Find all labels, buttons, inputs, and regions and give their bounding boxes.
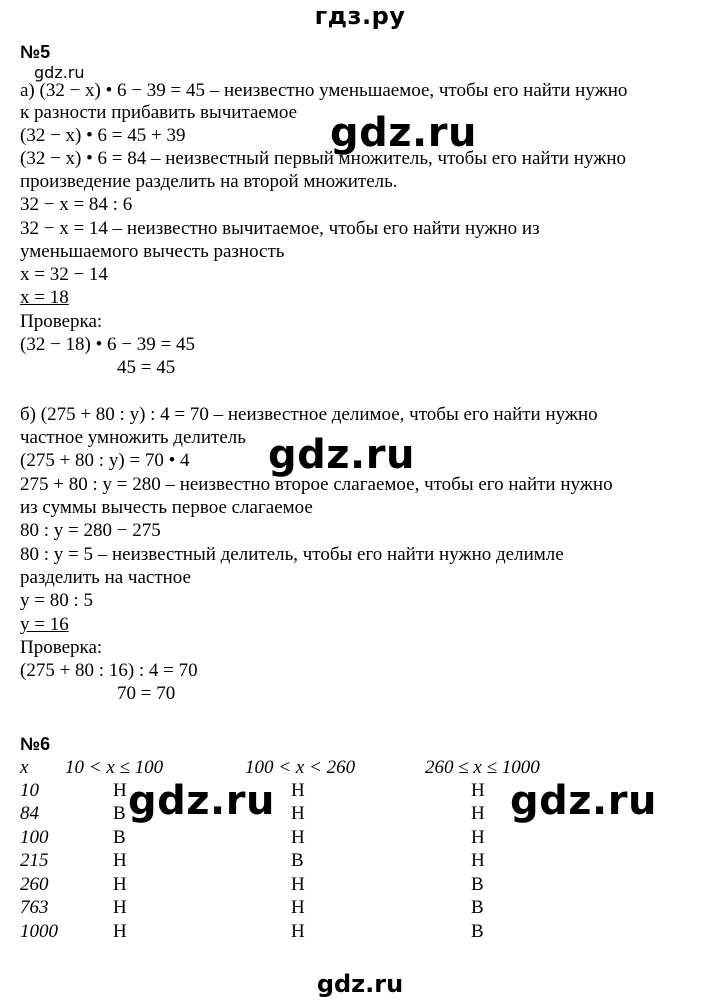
table-header-x: x xyxy=(20,757,29,778)
task5-a-line-5: произведение разделить на второй множитель. xyxy=(20,171,398,192)
table-cell-range-2: Н xyxy=(291,780,305,801)
table-cell-range-3: В xyxy=(471,921,484,942)
table-cell-x: 763 xyxy=(20,897,49,918)
task5-b-check-label: Проверка: xyxy=(20,637,103,658)
watermark: gdz.ru xyxy=(268,432,415,478)
task5-a-line-7: 32 − x = 14 – неизвестно вычитаемое, чтобы его найти нужно из xyxy=(20,218,540,239)
table-cell-x: 215 xyxy=(20,850,49,871)
table-cell-range-2: Н xyxy=(291,803,305,824)
task5-b-line-9: y = 80 : 5 xyxy=(20,590,93,611)
table-header-range-2: 100 < x < 260 xyxy=(245,757,356,778)
task5-a-line-9: x = 32 − 14 xyxy=(20,264,108,285)
table-cell-x: 84 xyxy=(20,803,39,824)
task5-b-line-5: из суммы вычесть первое слагаемое xyxy=(20,497,313,518)
table-cell-range-2: Н xyxy=(291,827,305,848)
table-cell-range-1: Н xyxy=(113,780,127,801)
task5-a-line-1: а) (32 − x) • 6 − 39 = 45 – неизвестно уменьшаемое, чтобы его найти нужно xyxy=(20,80,628,101)
table-cell-range-2: Н xyxy=(291,874,305,895)
task5-a-check-line-2: 45 = 45 xyxy=(117,357,176,378)
table-cell-range-2: Н xyxy=(291,921,305,942)
watermark: gdz.ru xyxy=(330,110,477,156)
watermark-small: gdz.ru xyxy=(34,63,85,82)
table-cell-range-3: Н xyxy=(471,780,485,801)
task5-a-answer: x = 18 xyxy=(20,287,69,308)
task5-b-answer: y = 16 xyxy=(20,614,69,635)
task5-b-line-7: 80 : y = 5 – неизвестный делитель, чтобы его найти нужно делимле xyxy=(20,544,564,565)
task5-a-line-3: (32 − x) • 6 = 45 + 39 xyxy=(20,125,186,146)
table-cell-range-1: Н xyxy=(113,897,127,918)
task5-a-line-2: к разности прибавить вычитаемое xyxy=(20,102,298,123)
task5-a-line-4: (32 − x) • 6 = 84 – неизвестный первый множитель, чтобы его найти нужно xyxy=(20,148,627,169)
task6-title: №6 xyxy=(20,734,51,754)
task5-b-line-2: частное умножить делитель xyxy=(20,427,246,448)
task5-a-line-6: 32 − x = 84 : 6 xyxy=(20,194,133,215)
table-cell-range-1: В xyxy=(113,803,126,824)
table-cell-range-3: Н xyxy=(471,827,485,848)
task5-b-line-8: разделить на частное xyxy=(20,567,191,588)
watermark: gdz.ru xyxy=(128,778,275,824)
table-cell-x: 100 xyxy=(20,827,49,848)
table-cell-range-3: В xyxy=(471,897,484,918)
table-cell-range-1: Н xyxy=(113,921,127,942)
table-cell-x: 260 xyxy=(20,874,49,895)
table-header-range-3: 260 ≤ x ≤ 1000 xyxy=(425,757,540,778)
table-cell-range-2: В xyxy=(291,850,304,871)
task5-b-line-6: 80 : y = 280 − 275 xyxy=(20,520,161,541)
task5-b-line-3: (275 + 80 : y) = 70 • 4 xyxy=(20,450,190,471)
watermark: gdz.ru xyxy=(510,778,657,824)
task5-b-line-1: б) (275 + 80 : y) : 4 = 70 – неизвестное делимое, чтобы его найти нужно xyxy=(20,404,598,425)
table-header-range-1: 10 < x ≤ 100 xyxy=(65,757,164,778)
site-header: гдз.ру xyxy=(314,2,406,30)
table-cell-range-1: Н xyxy=(113,850,127,871)
task5-a-check-label: Проверка: xyxy=(20,311,103,332)
table-cell-range-3: Н xyxy=(471,850,485,871)
table-cell-range-1: Н xyxy=(113,874,127,895)
task5-b-line-4: 275 + 80 : y = 280 – неизвестно второе слагаемое, чтобы его найти нужно xyxy=(20,474,613,495)
task5-a-line-8: уменьшаемого вычесть разность xyxy=(20,241,285,262)
table-cell-range-2: Н xyxy=(291,897,305,918)
task5-b-check-line-2: 70 = 70 xyxy=(117,683,176,704)
table-cell-x: 1000 xyxy=(20,921,58,942)
site-footer: gdz.ru xyxy=(316,970,404,998)
table-cell-x: 10 xyxy=(20,780,39,801)
table-cell-range-3: Н xyxy=(471,803,485,824)
table-cell-range-1: В xyxy=(113,827,126,848)
task5-b-check-line-1: (275 + 80 : 16) : 4 = 70 xyxy=(20,660,198,681)
task5-title: №5 xyxy=(20,42,51,62)
task5-a-check-line-1: (32 − 18) • 6 − 39 = 45 xyxy=(20,334,195,355)
table-cell-range-3: В xyxy=(471,874,484,895)
